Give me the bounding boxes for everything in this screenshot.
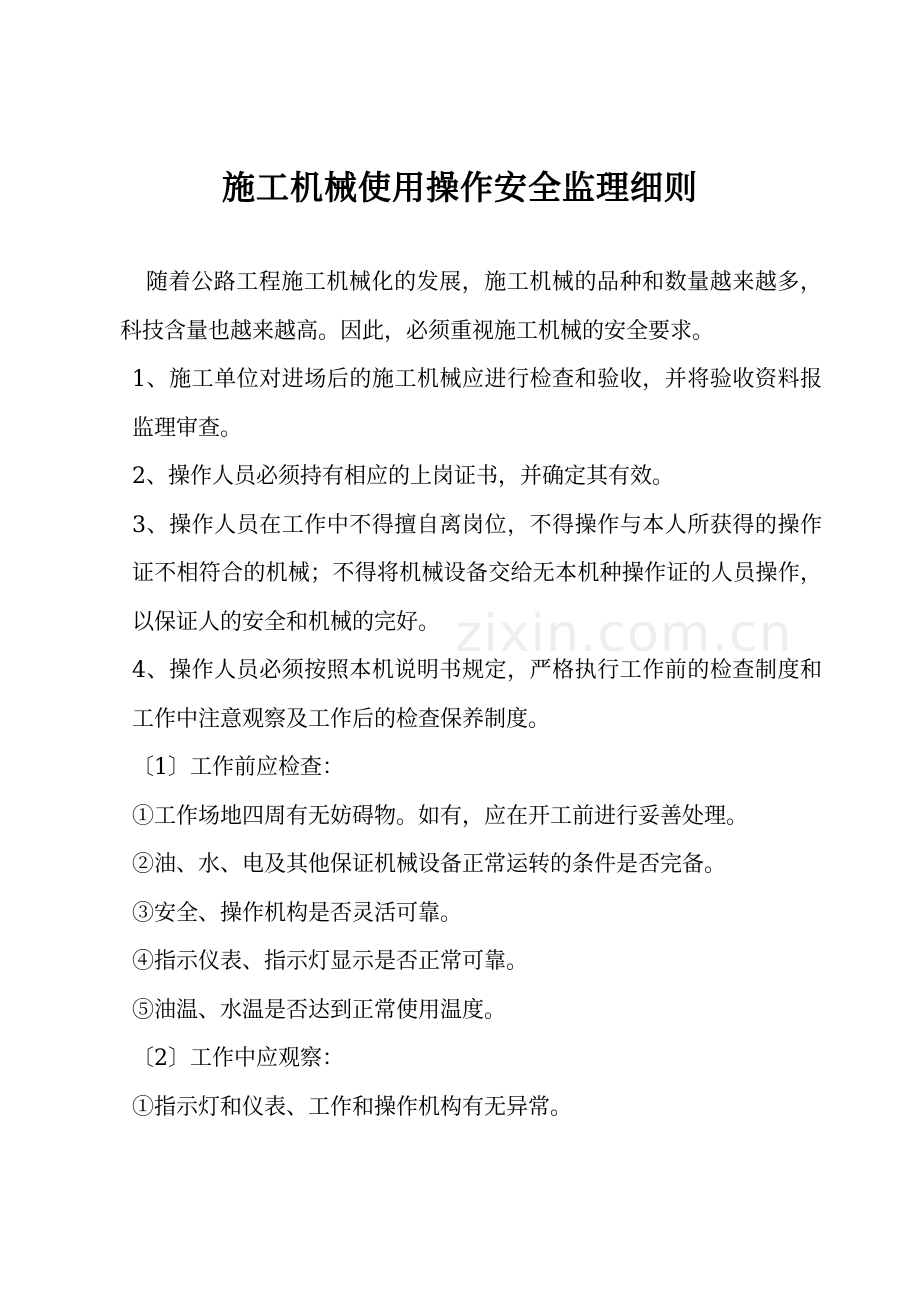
item-paragraph-4: 4、操作人员必须按照本机说明书规定，严格执行工作前的检查制度和工作中注意观察及工作后的检查保养制度。 (132, 658, 822, 732)
section1-point-3: ③安全、操作机构是否灵活可靠。 (132, 900, 463, 926)
section1-point-1: ①工作场地四周有无妨碍物。如有，应在开工前进行妥善处理。 (132, 803, 749, 829)
section1-point-4: ④指示仪表、指示灯显示是否正常可靠。 (132, 949, 529, 974)
document-title: 施工机械使用操作安全监理细则 (222, 168, 698, 207)
section2-point-1: ①指示灯和仪表、工作和操作机构有无异常。 (132, 1094, 573, 1120)
item-paragraph-2: 2、操作人员必须持有相应的上岗证书，并确定其有效。 (132, 464, 674, 489)
item-paragraph-3: 3、操作人员在工作中不得擅自离岗位，不得操作与本人所获得的操作证不相符合的机械；不得将机械设备交给无本机种操作证的人员操作，以保证人的安全和机械的完好。 (132, 512, 822, 635)
document-body (120, 259, 822, 1132)
section1-point-5: ⑤油温、水温是否达到正常使用温度。 (132, 997, 507, 1023)
intro-paragraph: 随着公路工程施工机械化的发展，施工机械的品种和数量越来越多，科技含量也越来越高。因此，必须重视施工机械的安全要求。 (120, 270, 822, 344)
section2-heading: 〔2〕工作中应观察： (132, 1046, 344, 1071)
watermark: zixin.com.cn (455, 604, 793, 664)
section1-heading: 〔1〕工作前应检查： (132, 755, 344, 780)
item-paragraph-1: 1、施工单位对进场后的施工机械应进行检查和验收，并将验收资料报监理审查。 (132, 367, 822, 441)
section1-point-2: ②油、水、电及其他保证机械设备正常运转的条件是否完备。 (132, 852, 727, 877)
